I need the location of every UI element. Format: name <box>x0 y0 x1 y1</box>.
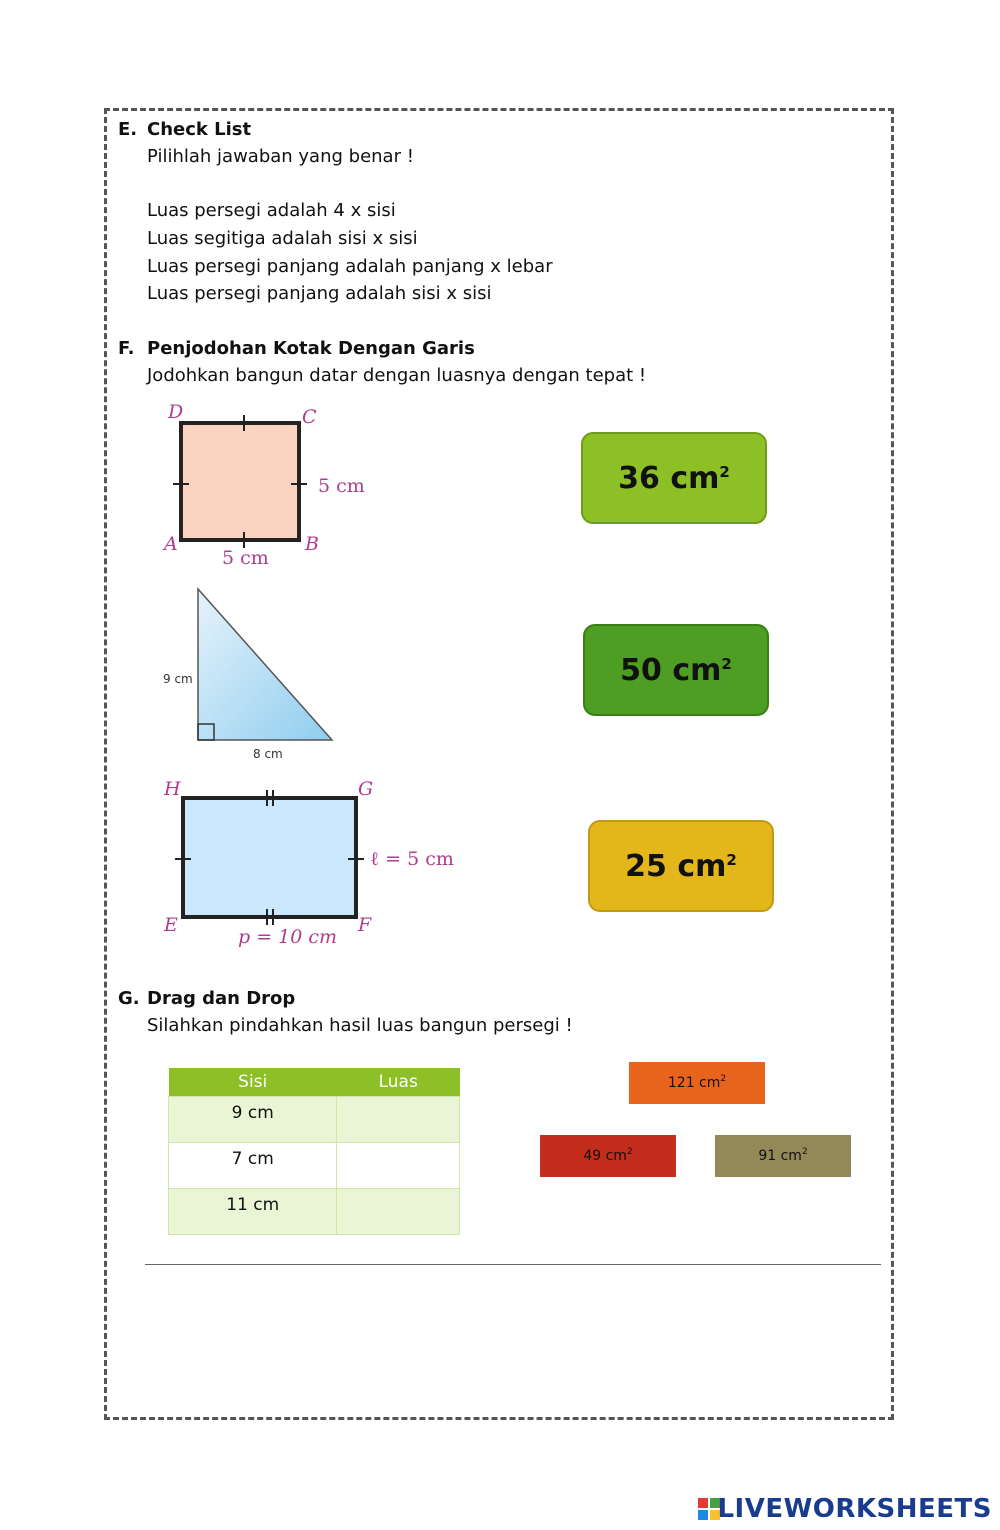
sisi-cell: 11 cm <box>169 1189 337 1235</box>
vertex-f-label: F <box>358 914 372 936</box>
square-figure[interactable] <box>160 398 380 573</box>
table-row <box>169 1097 460 1143</box>
section-e-instruction: Pilihlah jawaban yang benar ! <box>147 146 414 167</box>
brand-logo[interactable]: LIVEWORKSHEETS <box>717 1494 992 1524</box>
table-header-luas: Luas <box>337 1068 460 1097</box>
square-bottom-label: 5 cm <box>222 547 269 569</box>
luas-drop-zone[interactable] <box>337 1097 460 1143</box>
triangle-height-label: 9 cm <box>163 672 193 686</box>
bottom-divider <box>145 1264 881 1265</box>
section-f-title: Penjodohan Kotak Dengan Garis <box>147 338 475 359</box>
vertex-e-label: E <box>164 914 178 936</box>
triangle-figure[interactable] <box>160 585 350 765</box>
vertex-h-label: H <box>164 778 181 800</box>
vertex-c-label: C <box>302 406 317 428</box>
sisi-cell: 7 cm <box>169 1143 337 1189</box>
answer-box-36[interactable]: 36 cm $^2$ <box>581 432 767 524</box>
draggable-chip-121[interactable]: 121 cm $^2$ <box>629 1062 765 1104</box>
checklist-option-2[interactable]: Luas segitiga adalah sisi x sisi <box>147 228 418 249</box>
section-g-instruction: Silahkan pindahkan hasil luas bangun persegi ! <box>147 1015 573 1036</box>
checklist-option-1[interactable]: Luas persegi adalah 4 x sisi <box>147 200 396 221</box>
table-header-sisi: Sisi <box>169 1068 337 1097</box>
section-e-title: Check List <box>147 119 252 140</box>
vertex-d-label: D <box>168 401 184 423</box>
square-side-label: 5 cm <box>318 475 365 497</box>
luas-drop-zone[interactable] <box>337 1189 460 1235</box>
checklist-option-4[interactable]: Luas persegi panjang adalah sisi x sisi <box>147 283 492 304</box>
section-g-title: Drag dan Drop <box>147 988 296 1009</box>
table-row <box>169 1189 460 1235</box>
sisi-cell: 9 cm <box>169 1097 337 1143</box>
rectangle-length-label: p = 10 cm <box>238 926 338 948</box>
checklist-option-3[interactable]: Luas persegi panjang adalah panjang x lebar <box>147 256 553 277</box>
drag-drop-table <box>168 1068 460 1235</box>
section-e-letter: E. <box>118 119 138 140</box>
answer-box-50[interactable]: 50 cm $^2$ <box>583 624 769 716</box>
section-f-instruction: Jodohkan bangun datar dengan luasnya dengan tepat ! <box>147 365 647 386</box>
section-g-letter: G. <box>118 988 140 1009</box>
vertex-g-label: G <box>358 778 374 800</box>
table-row <box>169 1143 460 1189</box>
draggable-chip-49[interactable]: 49 cm $^2$ <box>540 1135 676 1177</box>
rectangle-figure[interactable] <box>160 772 460 952</box>
rectangle-width-label: ℓ = 5 cm <box>370 848 454 870</box>
vertex-a-label: A <box>164 533 178 555</box>
triangle-base-label: 8 cm <box>253 747 283 761</box>
luas-drop-zone[interactable] <box>337 1143 460 1189</box>
section-f-letter: F. <box>118 338 135 359</box>
vertex-b-label: B <box>305 533 319 555</box>
draggable-chip-91[interactable]: 91 cm $^2$ <box>715 1135 851 1177</box>
answer-box-25[interactable]: 25 cm $^2$ <box>588 820 774 912</box>
